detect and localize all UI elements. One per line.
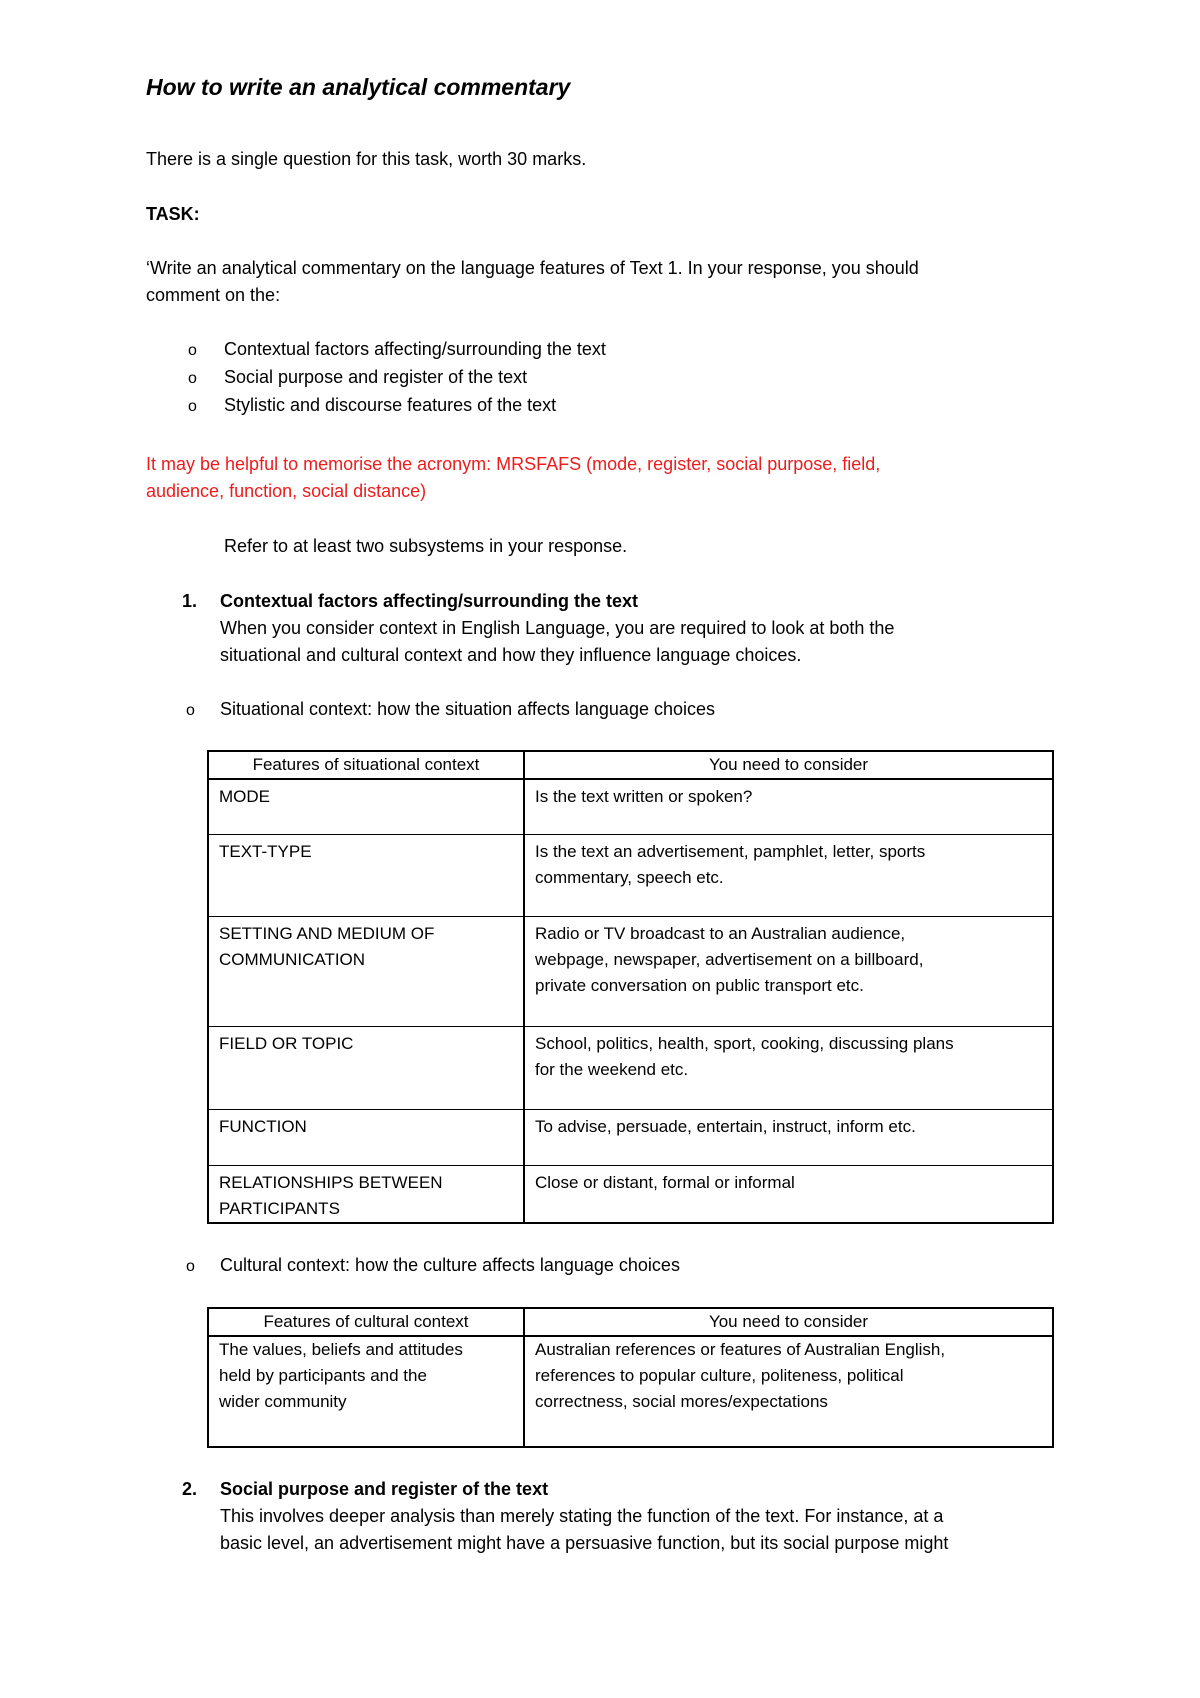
situational-bullet: Situational context: how the situation affects language choices: [220, 699, 715, 719]
consider-cell: [524, 779, 1053, 834]
table-row: [208, 916, 1053, 1026]
cell-line: PARTICIPANTS: [219, 1198, 340, 1218]
situational-context-table: [207, 750, 1054, 1224]
consider-cell: [524, 834, 1053, 916]
section-2-heading: Social purpose and register of the text: [220, 1479, 549, 1499]
section-1-line-1: When you consider context in English Language, you are required to look at both the: [220, 618, 895, 638]
cell-line: RELATIONSHIPS BETWEEN: [219, 1172, 443, 1192]
refer-instruction: Refer to at least two subsystems in your response.: [224, 536, 628, 556]
cultural-context-table: [207, 1307, 1054, 1448]
consider-cell: [524, 1026, 1053, 1109]
consider-cell: [524, 1109, 1053, 1165]
cell-line: Australian references or features of Australian English,: [535, 1340, 946, 1359]
cell-line: SETTING AND MEDIUM OF: [219, 923, 435, 943]
table-row: [208, 779, 1053, 834]
bullet-icon: o: [188, 398, 197, 415]
task-text-line-1: ‘Write an analytical commentary on the language features of Text 1. In your response, you should: [146, 258, 919, 278]
task-text-line-2: comment on the:: [146, 285, 281, 305]
intro-text: There is a single question for this task, worth 30 marks.: [146, 149, 587, 169]
cell-line: COMMUNICATION: [219, 949, 366, 969]
bullet-icon: o: [188, 342, 197, 359]
task-bullet-2: Social purpose and register of the text: [224, 367, 528, 387]
table-header-cell: You need to consider: [524, 1308, 1053, 1336]
acronym-tip-line-2: audience, function, social distance): [146, 481, 427, 501]
feature-cell: [208, 834, 524, 916]
cell-line: correctness, social mores/expectations: [535, 1392, 828, 1411]
cell-line: The values, beliefs and attitudes: [219, 1340, 463, 1359]
feature-cell: [208, 1336, 524, 1447]
consider-cell: [524, 916, 1053, 1026]
bullet-icon: o: [186, 702, 195, 719]
cell-line: held by participants and the: [219, 1366, 427, 1385]
cell-line: private conversation on public transport etc.: [535, 975, 864, 995]
table-row: [208, 1336, 1053, 1447]
table-header-cell: Features of cultural context: [208, 1308, 524, 1336]
cell-line: webpage, newspaper, advertisement on a billboard,: [535, 949, 924, 969]
consider-cell: [524, 1165, 1053, 1223]
task-bullet-3: Stylistic and discourse features of the text: [224, 395, 557, 415]
cell-line: commentary, speech etc.: [535, 867, 724, 887]
feature-cell: [208, 916, 524, 1026]
cell-line: references to popular culture, politeness, political: [535, 1366, 904, 1385]
page-title: How to write an analytical commentary: [146, 74, 571, 100]
section-2-line-2: basic level, an advertisement might have a persuasive function, but its social purpose might: [220, 1533, 949, 1553]
section-1-heading: Contextual factors affecting/surrounding the text: [220, 591, 639, 611]
section-2-number: 2.: [182, 1479, 198, 1499]
table-header-row: [208, 751, 1053, 779]
bullet-icon: o: [186, 1258, 195, 1275]
cell-line: To advise, persuade, entertain, instruct, inform etc.: [535, 1116, 916, 1136]
section-2-line-1: This involves deeper analysis than merely stating the function of the text. For instance, at a: [220, 1506, 944, 1526]
feature-cell: [208, 779, 524, 834]
cell-line: TEXT-TYPE: [219, 841, 312, 861]
table-row: [208, 1026, 1053, 1109]
cell-line: Is the text an advertisement, pamphlet, letter, sports: [535, 841, 926, 861]
table-header-row: [208, 1308, 1053, 1336]
table-row: [208, 834, 1053, 916]
table-row: [208, 1165, 1053, 1223]
section-1-number: 1.: [182, 591, 198, 611]
cultural-bullet: Cultural context: how the culture affects language choices: [220, 1255, 680, 1275]
task-bullet-1: Contextual factors affecting/surrounding the text: [224, 339, 606, 359]
cell-line: wider community: [219, 1392, 347, 1411]
cell-line: Close or distant, formal or informal: [535, 1172, 795, 1192]
consider-cell: [524, 1336, 1053, 1447]
task-label: TASK:: [146, 204, 200, 224]
cell-line: FUNCTION: [219, 1116, 307, 1136]
bullet-icon: o: [188, 370, 197, 387]
feature-cell: [208, 1109, 524, 1165]
cell-line: FIELD OR TOPIC: [219, 1033, 354, 1053]
cell-line: for the weekend etc.: [535, 1059, 689, 1079]
cell-line: MODE: [219, 787, 270, 806]
acronym-tip-line-1: It may be helpful to memorise the acronym: MRSFAFS (mode, register, social purpose, field,: [146, 454, 881, 474]
cell-line: School, politics, health, sport, cooking, discussing plans: [535, 1033, 954, 1053]
table-row: [208, 1109, 1053, 1165]
feature-cell: [208, 1026, 524, 1109]
cell-line: Radio or TV broadcast to an Australian audience,: [535, 923, 906, 943]
table-header-cell: You need to consider: [524, 751, 1053, 779]
section-1-line-2: situational and cultural context and how they influence language choices.: [220, 645, 802, 665]
feature-cell: [208, 1165, 524, 1223]
cell-line: Is the text written or spoken?: [535, 787, 753, 806]
table-header-cell: Features of situational context: [208, 751, 524, 779]
